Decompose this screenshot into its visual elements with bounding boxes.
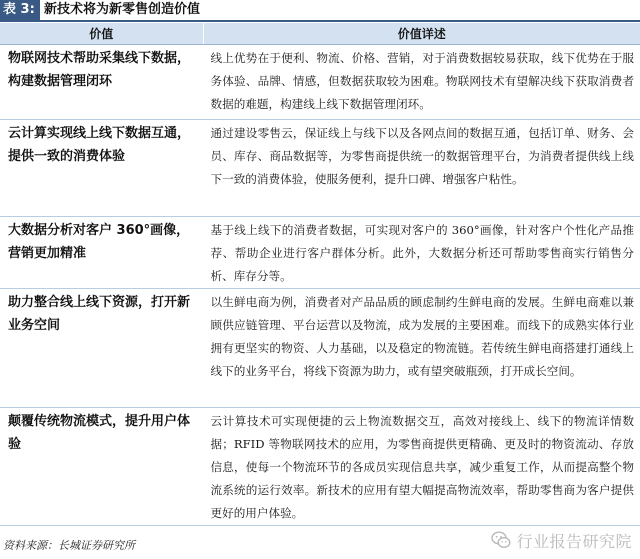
value-cell: 颠覆传统物流模式，提升用户体验 [0,408,203,526]
value-table [0,23,640,526]
watermark-text: 行业报告研究院 [516,531,632,551]
table-row [0,217,640,289]
table-row [0,120,640,217]
table-row [0,45,640,120]
value-cell: 物联网技术帮助采集线下数据，构建数据管理闭环 [0,45,203,120]
detail-cell: 线上优势在于便利、物流、价格、营销，对于消费数据较易获取，线下优势在于服务体验、品牌、情感，但数据获取较为困难。物联网技术有望解决线下获取消费者数据的难题，构建线上线下数据管理闭环。 [203,45,640,120]
detail-cell: 基于线上线下的消费者数据，可实现对客户的 360°画像，针对客户个性化产品推荐、帮助企业进行客户群体分析。此外，大数据分析还可帮助零售商实行销售分析、库存分等。 [203,217,640,289]
table-number-label: 表 3: [0,0,40,20]
value-cell: 助力整合线上线下资源，打开新业务空间 [0,289,203,408]
source-note: 资料来源：长城证券研究所 [3,539,135,552]
table-row [0,289,640,408]
wechat-icon [491,530,511,550]
column-header-value: 价值 [0,23,203,45]
value-cell: 大数据分析对客户 360°画像，营销更加精准 [0,217,203,289]
column-header-detail: 价值详述 [203,23,640,45]
table-title: 新技术将为新零售创造价值 [44,2,201,17]
table-row [0,408,640,526]
watermark [491,527,632,553]
table-title-bar [0,0,640,22]
table-header-row [0,23,640,45]
detail-cell: 云计算技术可实现便捷的云上物流数据交互，高效对接线上、线下的物流详情数据；RFID 等物联网技术的应用，为零售商提供更精确、更及时的物资流动、存放信息，使每一个物流环节的各成员实现信息共享，减少重复工作，从而提高整个物流系统的运行效率。新技术的应用有望大幅提高物流效率，帮助零售商为客户提供更好的用户体验。 [203,408,640,526]
detail-cell: 以生鲜电商为例，消费者对产品品质的顾虑制约生鲜电商的发展。生鲜电商难以兼顾供应链管理、平台运营以及物流，成为发展的主要困难。而线下的成熟实体行业拥有更坚实的物资、人力基础，以及稳定的物流链。若传统生鲜电商搭建打通线上线下的业务平台，将线下资源为助力，或有望突破瓶颈，打开成长空间。 [203,289,640,408]
value-cell: 云计算实现线上线下数据互通，提供一致的消费体验 [0,120,203,217]
detail-cell: 通过建设零售云，保证线上与线下以及各网点间的数据互通，包括订单、财务、会员、库存、商品数据等，为零售商提供统一的数据管理平台，为消费者提供线上线下一致的消费体验，使服务便利，提升口碑、增强客户粘性。 [203,120,640,217]
